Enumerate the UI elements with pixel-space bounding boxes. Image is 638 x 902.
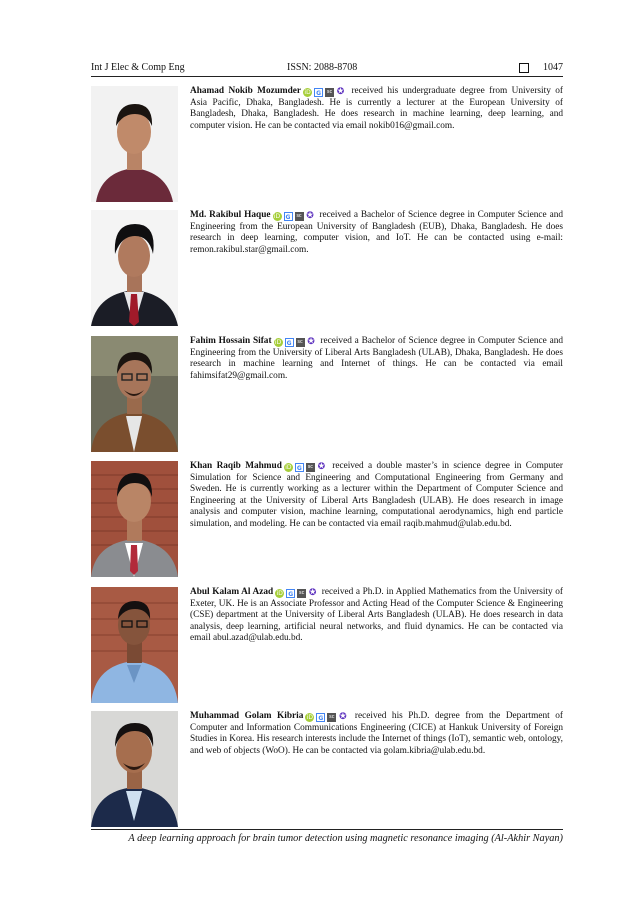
- web-of-science-icon[interactable]: ✪: [336, 87, 345, 97]
- orcid-icon[interactable]: iD: [285, 464, 292, 471]
- web-of-science-icon[interactable]: ✪: [306, 211, 314, 221]
- scopus-icon[interactable]: sc: [297, 339, 303, 345]
- google-scholar-icon[interactable]: G: [284, 212, 293, 221]
- orcid-icon[interactable]: iD: [304, 89, 311, 96]
- author-name: Khan Raqib Mahmud: [190, 461, 282, 471]
- author-photo-3: [91, 336, 178, 452]
- author-profile-icons: [303, 88, 345, 97]
- author-photo-5: [91, 587, 178, 703]
- author-bio-5: [91, 587, 563, 705]
- bio-text-2: [190, 210, 563, 256]
- bio-text-1: [190, 86, 563, 132]
- author-name: Ahamad Nokib Mozumder: [190, 86, 302, 96]
- web-of-science-icon[interactable]: ✪: [317, 462, 326, 472]
- google-scholar-icon[interactable]: G: [286, 589, 295, 598]
- author-photo-1: [91, 86, 178, 202]
- author-profile-icons: [284, 463, 326, 472]
- running-footer: [91, 829, 563, 844]
- google-scholar-icon[interactable]: G: [314, 88, 323, 97]
- bio-body: received a Bachelor of Science degree in Computer Science and Engineering from the University of Liberal Arts Bangladesh (ULAB), Dhaka, Bangladesh. He does research in machine learning and Internet of things. He can be contacted via email fahimsifat29@gmail.com.: [190, 336, 563, 381]
- scopus-icon[interactable]: sc: [299, 590, 305, 596]
- page-number-group: [519, 62, 563, 73]
- author-profile-icons: [274, 338, 316, 347]
- author-photo-2: [91, 210, 178, 326]
- author-profile-icons: [273, 212, 315, 221]
- author-name: Fahim Hossain Sifat: [190, 336, 272, 346]
- author-photo-6: [91, 711, 178, 827]
- author-profile-icons: [275, 589, 317, 598]
- web-of-science-icon[interactable]: ✪: [308, 588, 317, 598]
- running-header: [91, 60, 563, 77]
- author-bio-6: [91, 711, 563, 829]
- author-bio-4: [91, 461, 563, 579]
- author-bio-2: [91, 210, 563, 328]
- checkbox-square-icon: [519, 63, 529, 73]
- google-scholar-icon[interactable]: G: [316, 713, 325, 722]
- bio-body: received a Ph.D. in Applied Mathematics from the University of Exeter, UK. He is an Associate Professor and Acting Head of the Computer Science & Engineering (CSE) department at the University of Liberal Arts Bangladesh (ULAB). He does research in data analysis, deep learning, artificial neural networks, and fluid dynamics. He can be contacted via email abul.azad@ulab.edu.bd.: [190, 587, 563, 644]
- author-bio-3: [91, 336, 563, 454]
- author-name: Muhammad Golam Kibria: [190, 711, 304, 721]
- author-profile-icons: [305, 713, 347, 722]
- author-name: Abul Kalam Al Azad: [190, 587, 274, 597]
- google-scholar-icon[interactable]: G: [295, 463, 304, 472]
- author-bio-1: [91, 86, 563, 204]
- bio-text-3: [190, 336, 563, 382]
- orcid-icon[interactable]: iD: [306, 714, 313, 721]
- scopus-icon[interactable]: sc: [307, 464, 314, 470]
- web-of-science-icon[interactable]: ✪: [307, 337, 315, 347]
- web-of-science-icon[interactable]: ✪: [339, 712, 347, 722]
- author-name: Md. Rakibul Haque: [190, 210, 271, 220]
- paper-title-footer: A deep learning approach for brain tumor detection using magnetic resonance imaging (Al-Akhir Nayan): [128, 833, 563, 844]
- bio-body: received a Bachelor of Science degree in Computer Science and Engineering from the European University of Bangladesh (EUB), Dhaka, Bangladesh. He does research in deep learning, computer vision, and IoT. He can be contacted using e-mail: remon.rakibul.star@gmail.com.: [190, 210, 563, 255]
- bio-body: received his undergraduate degree from University of Asia Pacific, Dhaka, Bangladesh. He is currently a lecturer at the European University of Bangladesh, Dhaka, Bangladesh. He does research in machine learning, deep learning, and computer vision. He can be contacted via email nokib016@gmail.com.: [190, 86, 563, 131]
- bio-body: received his Ph.D. degree from the Department of Computer and Information Communications Engineering (CICE) at Hankuk University of Foreign Studies in Korea. His research interests include the Internet of things (IoT), semantic web, ontology, and web of objects (WoO). He can be contacted via golam.kibria@ulab.edu.bd.: [190, 711, 564, 756]
- scopus-icon[interactable]: sc: [296, 213, 302, 219]
- orcid-icon[interactable]: iD: [276, 590, 283, 597]
- google-scholar-icon[interactable]: G: [285, 338, 294, 347]
- scopus-icon[interactable]: sc: [329, 714, 335, 720]
- issn: ISSN: 2088-8708: [287, 62, 358, 73]
- bio-text-6: [190, 711, 563, 757]
- bio-text-5: [190, 587, 563, 645]
- bio-body: received a double master’s in science degree in Computer Simulation for Science and Engineering and Computational Engineering from Germany and Sweden. He is currently working as a lecturer within the Department of Computer Science and Engineering at the University of Liberal Arts Bangladesh (ULAB). He does research in image analysis and computer vision, machine learning, computational aerodynamics, high end particle simulation, and modeling. He can be contacted via email raqib.mahmud@ulab.edu.bd.: [190, 461, 563, 529]
- page-number: 1047: [543, 62, 563, 73]
- bio-text-4: [190, 461, 563, 531]
- author-photo-4: [91, 461, 178, 577]
- scopus-icon[interactable]: sc: [326, 89, 333, 95]
- journal-name: Int J Elec & Comp Eng: [91, 62, 185, 73]
- orcid-icon[interactable]: iD: [273, 213, 281, 220]
- orcid-icon[interactable]: iD: [274, 339, 282, 346]
